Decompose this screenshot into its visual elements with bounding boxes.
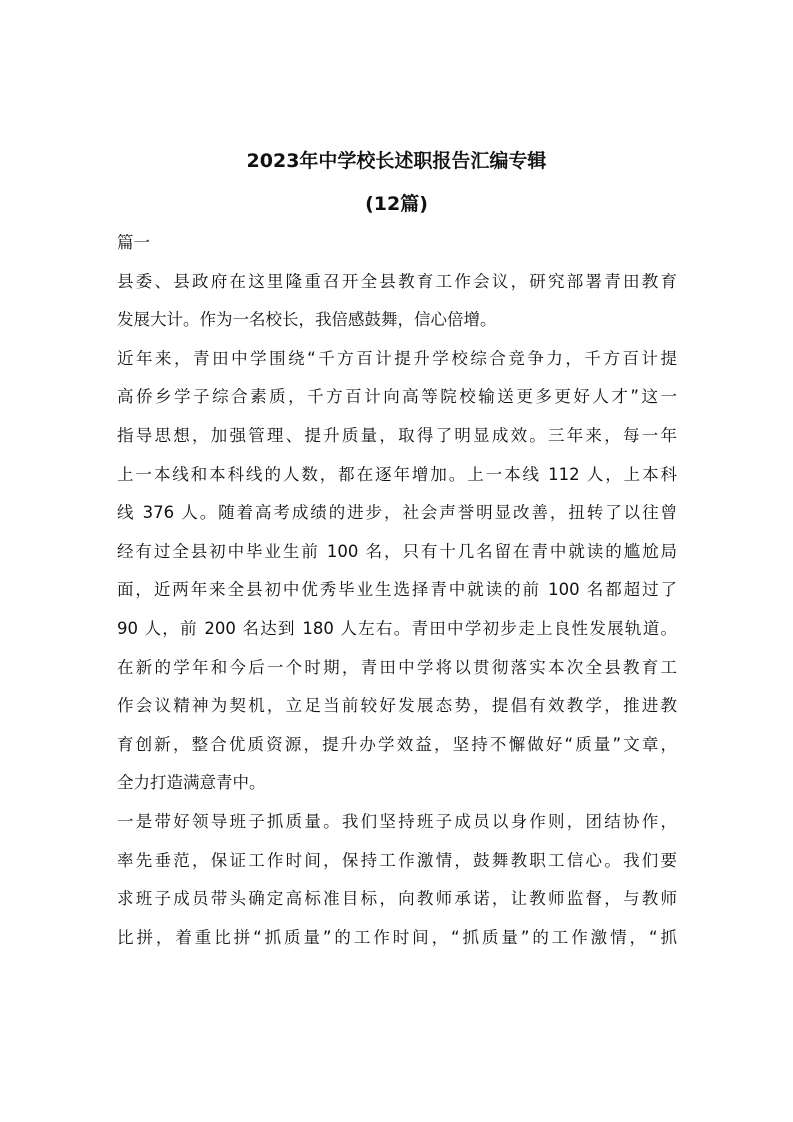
text-line: 县委、县政府在这里隆重召开全县教育工作会议，研究部署青田教育 <box>117 271 677 291</box>
text-line: 90 人，前 200 名达到 180 人左右。青田中学初步走上良性发展轨道。 <box>117 618 677 638</box>
text-line: 在新的学年和今后一个时期，青田中学将以贯彻落实本次全县教育工 <box>117 657 677 677</box>
document-body <box>117 231 677 964</box>
text-line: 近年来，青田中学围绕“千方百计提升学校综合竞争力，千方百计提 <box>117 348 677 368</box>
text-line: 线 376 人。随着高考成绩的进步，社会声誉明显改善，扭转了以往曾 <box>117 503 677 523</box>
document-title: 2023年中学校长述职报告汇编专辑 <box>246 150 547 172</box>
text-line: 育创新，整合优质资源，提升办学效益，坚持不懈做好“质量”文章， <box>117 734 677 754</box>
text-line: 经有过全县初中毕业生前 100 名，只有十几名留在青中就读的尴尬局 <box>117 541 677 561</box>
text-line: 上一本线和本科线的人数，都在逐年增加。上一本线 112 人，上本科 <box>117 464 677 484</box>
text-line: 比拼，着重比拼“抓质量”的工作时间，“抓质量”的工作激情，“抓 <box>117 927 677 947</box>
text-line: 发展大计。作为一名校长，我倍感鼓舞，信心倍增。 <box>117 310 497 330</box>
text-line: 一是带好领导班子抓质量。我们坚持班子成员以身作则，团结协作， <box>117 811 677 831</box>
text-line: 全力打造满意青中。 <box>117 773 266 793</box>
document-subtitle: (12篇) <box>365 193 428 215</box>
text-line: 求班子成员带头确定高标准目标，向教师承诺，让教师监督，与教师 <box>117 889 677 909</box>
text-line: 面，近两年来全县初中优秀毕业生选择青中就读的前 100 名都超过了 <box>117 580 677 600</box>
text-line: 作会议精神为契机，立足当前较好发展态势，提倡有效教学，推进教 <box>117 696 677 716</box>
text-line: 高侨乡学子综合素质，千方百计向高等院校输送更多更好人才”这一 <box>117 387 677 407</box>
text-line: 指导思想，加强管理、提升质量，取得了明显成效。三年来，每一年 <box>117 425 677 445</box>
text-line: 率先垂范，保证工作时间，保持工作激情，鼓舞教职工信心。我们要 <box>117 850 677 870</box>
section-heading: 篇一 <box>117 233 150 252</box>
